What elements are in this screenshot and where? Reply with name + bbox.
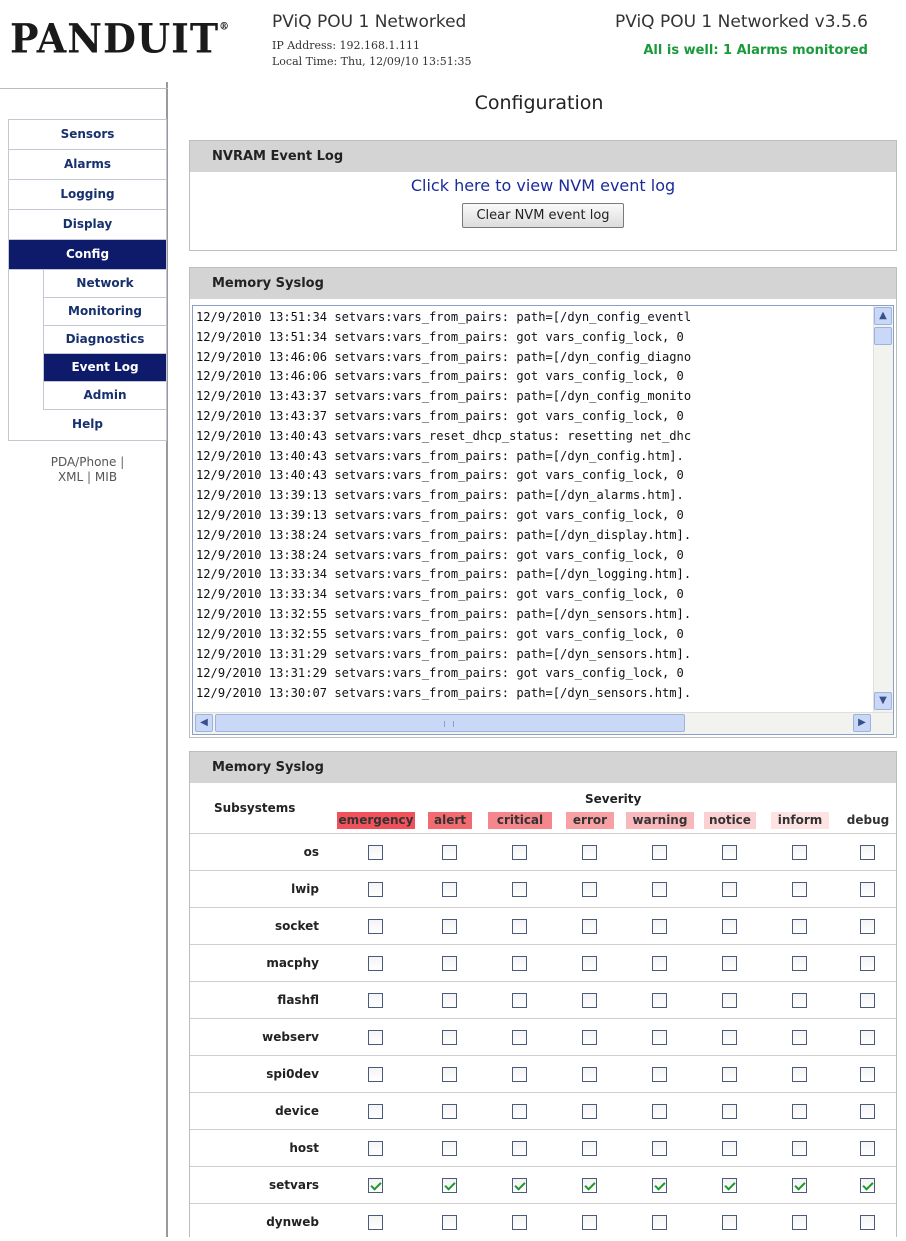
severity-checkbox-alert[interactable] xyxy=(442,993,457,1008)
subsystem-row xyxy=(190,1203,896,1240)
syslog-line: 12/9/2010 13:31:29 setvars:vars_from_pairs: got vars_config_lock, 0 xyxy=(196,666,684,681)
subsystem-row xyxy=(190,833,896,870)
syslog-line: 12/9/2010 13:38:24 setvars:vars_from_pairs: got vars_config_lock, 0 xyxy=(196,547,684,562)
severity-error: error xyxy=(566,812,614,829)
syslog-line: 12/9/2010 13:32:55 setvars:vars_from_pairs: path=[/dyn_sensors.htm]. xyxy=(196,606,692,621)
severity-checkbox-debug[interactable] xyxy=(860,919,875,934)
severity-checkbox-inform[interactable] xyxy=(792,1067,807,1082)
scroll-down-icon[interactable]: ▼ xyxy=(874,692,892,710)
syslog-line: 12/9/2010 13:32:55 setvars:vars_from_pairs: got vars_config_lock, 0 xyxy=(196,626,684,641)
horizontal-scrollbar[interactable] xyxy=(193,712,894,734)
nav-diagnostics[interactable]: Diagnostics xyxy=(43,326,166,354)
subsystem-name: webserv xyxy=(262,1030,319,1044)
severity-checkbox-inform[interactable] xyxy=(792,882,807,897)
severity-emergency: emergency xyxy=(338,813,414,827)
severity-checkbox-error[interactable] xyxy=(582,1067,597,1082)
alarm-status[interactable]: All is well: 1 Alarms monitored xyxy=(643,43,868,58)
syslog-line: 12/9/2010 13:51:34 setvars:vars_from_pairs: path=[/dyn_config_eventl xyxy=(196,310,692,324)
severity-checkbox-notice[interactable] xyxy=(722,919,737,934)
severity-checkbox-emergency[interactable] xyxy=(368,1067,383,1082)
severity-checkbox-warning[interactable] xyxy=(652,1141,667,1156)
memory-syslog-panel xyxy=(189,267,897,738)
subsystem-name: setvars xyxy=(269,1178,319,1192)
panduit-logo[interactable]: PANDUIT® xyxy=(10,14,231,63)
ip-address: IP Address: 192.168.1.111 xyxy=(272,39,421,52)
subsystem-row xyxy=(190,1092,896,1129)
severity-checkbox-debug[interactable] xyxy=(860,1104,875,1119)
severity-checkbox-critical[interactable] xyxy=(512,882,527,897)
severity-checkbox-alert[interactable] xyxy=(442,1104,457,1119)
severity-column-header: Severity xyxy=(585,792,642,806)
severity-checkbox-warning[interactable] xyxy=(652,882,667,897)
horizontal-scroll-thumb[interactable] xyxy=(215,714,685,732)
syslog-line: 12/9/2010 13:46:06 setvars:vars_from_pairs: path=[/dyn_config_diagno xyxy=(196,349,692,364)
device-name: PViQ POU 1 Networked xyxy=(272,12,467,32)
severity-checkbox-warning[interactable] xyxy=(652,1215,667,1230)
syslog-line: 12/9/2010 13:33:34 setvars:vars_from_pairs: got vars_config_lock, 0 xyxy=(196,587,684,602)
scroll-up-icon[interactable]: ▲ xyxy=(874,307,892,325)
severity-checkbox-emergency[interactable] xyxy=(368,1215,383,1230)
sidebar-divider xyxy=(0,88,168,89)
severity-checkbox-error[interactable] xyxy=(582,1104,597,1119)
link-separator: | xyxy=(87,470,92,484)
severity-checkbox-alert[interactable] xyxy=(442,919,457,934)
severity-checkbox-alert[interactable] xyxy=(442,1067,457,1082)
severity-checkbox-inform[interactable] xyxy=(792,993,807,1008)
severity-checkbox-notice[interactable] xyxy=(722,956,737,971)
severity-checkbox-error[interactable] xyxy=(582,1178,597,1193)
syslog-line: 12/9/2010 13:51:34 setvars:vars_from_pairs: got vars_config_lock, 0 xyxy=(196,329,684,344)
panel-heading: NVRAM Event Log xyxy=(190,141,896,172)
severity-checkbox-debug[interactable] xyxy=(860,993,875,1008)
subsystem-row xyxy=(190,907,896,944)
nav-admin[interactable]: Admin xyxy=(43,382,166,410)
syslog-textarea[interactable] xyxy=(192,305,894,735)
severity-inform: inform xyxy=(771,812,829,829)
nvram-event-log-panel xyxy=(189,140,897,251)
severity-checkbox-error[interactable] xyxy=(582,1030,597,1045)
syslog-line: 12/9/2010 13:31:29 setvars:vars_from_pairs: path=[/dyn_sensors.htm]. xyxy=(196,646,692,661)
clear-nvm-event-log-button[interactable]: Clear NVM event log xyxy=(462,203,624,228)
subsystem-row xyxy=(190,1018,896,1055)
pda-phone-link[interactable]: PDA/Phone xyxy=(50,455,117,469)
severity-checkbox-inform[interactable] xyxy=(792,1215,807,1230)
severity-checkbox-inform[interactable] xyxy=(792,956,807,971)
severity-critical: critical xyxy=(488,812,552,829)
subsystem-row xyxy=(190,981,896,1018)
panel-heading: Memory Syslog xyxy=(190,268,896,299)
severity-checkbox-inform[interactable] xyxy=(792,1141,807,1156)
severity-checkbox-inform[interactable] xyxy=(792,1104,807,1119)
syslog-severity-panel xyxy=(189,751,897,1237)
severity-checkbox-notice[interactable] xyxy=(722,993,737,1008)
severity-checkbox-emergency[interactable] xyxy=(368,882,383,897)
vertical-scroll-thumb[interactable] xyxy=(874,327,892,345)
severity-alert: alert xyxy=(428,812,472,829)
nav-display[interactable]: Display xyxy=(9,210,166,240)
severity-debug: debug xyxy=(842,812,894,829)
severity-checkbox-notice[interactable] xyxy=(722,1104,737,1119)
severity-checkbox-emergency[interactable] xyxy=(368,845,383,860)
grip-icon xyxy=(444,721,454,727)
subsystem-name: host xyxy=(289,1141,319,1155)
severity-checkbox-warning[interactable] xyxy=(652,919,667,934)
syslog-line: 12/9/2010 13:46:06 setvars:vars_from_pairs: got vars_config_lock, 0 xyxy=(196,369,684,384)
nav-config[interactable]: Config xyxy=(9,240,166,270)
vertical-scrollbar[interactable] xyxy=(873,306,893,712)
severity-checkbox-critical[interactable] xyxy=(512,1067,527,1082)
view-nvm-event-log-link[interactable]: Click here to view NVM event log xyxy=(410,176,676,195)
severity-checkbox-warning[interactable] xyxy=(652,956,667,971)
nav-event-log[interactable]: Event Log xyxy=(43,354,166,382)
subsystem-name: lwip xyxy=(291,882,319,896)
severity-checkbox-error[interactable] xyxy=(582,993,597,1008)
syslog-line: 12/9/2010 13:40:43 setvars:vars_reset_dhcp_status: resetting net_dhc xyxy=(196,428,692,443)
nav-help[interactable]: Help xyxy=(72,417,103,431)
panel-heading: Memory Syslog xyxy=(190,752,896,783)
alt-views xyxy=(8,455,167,485)
severity-checkbox-inform[interactable] xyxy=(792,845,807,860)
mib-link[interactable]: MIB xyxy=(94,470,118,484)
syslog-line: 12/9/2010 13:39:13 setvars:vars_from_pairs: got vars_config_lock, 0 xyxy=(196,507,684,522)
sidebar-nav xyxy=(8,119,167,441)
severity-checkbox-error[interactable] xyxy=(582,845,597,860)
severity-checkbox-debug[interactable] xyxy=(860,1067,875,1082)
severity-checkbox-notice[interactable] xyxy=(722,1215,737,1230)
subsystem-row xyxy=(190,1166,896,1203)
link-separator: | xyxy=(120,455,125,469)
severity-checkbox-emergency[interactable] xyxy=(368,1178,383,1193)
severity-checkbox-alert[interactable] xyxy=(442,1030,457,1045)
severity-checkbox-debug[interactable] xyxy=(860,1178,875,1193)
severity-checkbox-inform[interactable] xyxy=(792,1030,807,1045)
syslog-line: 12/9/2010 13:43:37 setvars:vars_from_pairs: got vars_config_lock, 0 xyxy=(196,408,684,423)
severity-checkbox-critical[interactable] xyxy=(512,1104,527,1119)
page-title: Configuration xyxy=(474,92,604,114)
severity-checkbox-debug[interactable] xyxy=(860,882,875,897)
severity-checkbox-emergency[interactable] xyxy=(368,993,383,1008)
severity-checkbox-warning[interactable] xyxy=(652,1104,667,1119)
severity-checkbox-notice[interactable] xyxy=(722,882,737,897)
severity-checkbox-critical[interactable] xyxy=(512,956,527,971)
severity-checkbox-debug[interactable] xyxy=(860,845,875,860)
severity-checkbox-alert[interactable] xyxy=(442,956,457,971)
severity-checkbox-debug[interactable] xyxy=(860,1141,875,1156)
local-time: Local Time: Thu, 12/09/10 13:51:35 xyxy=(272,55,472,68)
severity-checkbox-alert[interactable] xyxy=(442,882,457,897)
severity-checkbox-error[interactable] xyxy=(582,919,597,934)
severity-checkbox-notice[interactable] xyxy=(722,1067,737,1082)
severity-checkbox-warning[interactable] xyxy=(652,1067,667,1082)
severity-table xyxy=(190,783,896,1240)
header xyxy=(0,0,906,82)
severity-checkbox-error[interactable] xyxy=(582,1215,597,1230)
subsystem-name: socket xyxy=(274,919,319,933)
severity-checkbox-error[interactable] xyxy=(582,882,597,897)
severity-warning: warning xyxy=(626,812,694,829)
severity-checkbox-error[interactable] xyxy=(582,956,597,971)
syslog-line: 12/9/2010 13:30:07 setvars:vars_from_pairs: path=[/dyn_sensors.htm]. xyxy=(196,686,692,701)
severity-checkbox-debug[interactable] xyxy=(860,1215,875,1230)
syslog-lines xyxy=(196,308,872,708)
severity-checkbox-debug[interactable] xyxy=(860,956,875,971)
scroll-left-icon[interactable]: ◀ xyxy=(195,714,213,732)
syslog-line: 12/9/2010 13:43:37 setvars:vars_from_pairs: path=[/dyn_config_monito xyxy=(196,389,692,404)
severity-checkbox-critical[interactable] xyxy=(512,1215,527,1230)
sidebar xyxy=(0,82,168,1237)
subsystem-row xyxy=(190,1129,896,1166)
nav-sensors[interactable]: Sensors xyxy=(9,120,166,150)
syslog-line: 12/9/2010 13:40:43 setvars:vars_from_pairs: got vars_config_lock, 0 xyxy=(196,468,684,483)
subsystem-name: dynweb xyxy=(266,1215,319,1229)
severity-checkbox-critical[interactable] xyxy=(512,845,527,860)
severity-checkbox-notice[interactable] xyxy=(722,845,737,860)
subsystem-name: os xyxy=(303,845,319,859)
xml-link[interactable]: XML xyxy=(57,470,84,484)
severity-notice: notice xyxy=(704,812,756,829)
severity-checkbox-alert[interactable] xyxy=(442,1178,457,1193)
severity-checkbox-critical[interactable] xyxy=(512,993,527,1008)
severity-rows xyxy=(190,833,896,1240)
severity-checkbox-alert[interactable] xyxy=(442,1215,457,1230)
severity-checkbox-emergency[interactable] xyxy=(368,1104,383,1119)
severity-checkbox-emergency[interactable] xyxy=(368,1030,383,1045)
syslog-line: 12/9/2010 13:39:13 setvars:vars_from_pairs: path=[/dyn_alarms.htm]. xyxy=(196,488,684,503)
severity-checkbox-debug[interactable] xyxy=(860,1030,875,1045)
severity-checkbox-emergency[interactable] xyxy=(368,919,383,934)
severity-checkbox-warning[interactable] xyxy=(652,993,667,1008)
subsystem-name: spi0dev xyxy=(266,1067,319,1081)
severity-checkbox-inform[interactable] xyxy=(792,919,807,934)
severity-table-header xyxy=(190,783,896,833)
subsystem-name: flashfl xyxy=(277,993,319,1007)
severity-checkbox-notice[interactable] xyxy=(722,1030,737,1045)
scroll-right-icon[interactable]: ▶ xyxy=(853,714,871,732)
nav-network[interactable]: Network xyxy=(43,270,166,298)
subsystem-row xyxy=(190,870,896,907)
subsystems-column-header: Subsystems xyxy=(214,801,296,815)
syslog-line: 12/9/2010 13:33:34 setvars:vars_from_pairs: path=[/dyn_logging.htm]. xyxy=(196,567,692,582)
severity-checkbox-warning[interactable] xyxy=(652,1030,667,1045)
subsystem-row xyxy=(190,1055,896,1092)
nav-alarms[interactable]: Alarms xyxy=(9,150,166,180)
severity-checkbox-inform[interactable] xyxy=(792,1178,807,1193)
nav-logging[interactable]: Logging xyxy=(9,180,166,210)
severity-checkbox-critical[interactable] xyxy=(512,919,527,934)
subsystem-name: device xyxy=(275,1104,319,1118)
severity-checkbox-emergency[interactable] xyxy=(368,1141,383,1156)
severity-checkbox-critical[interactable] xyxy=(512,1030,527,1045)
severity-checkbox-notice[interactable] xyxy=(722,1141,737,1156)
severity-checkbox-alert[interactable] xyxy=(442,845,457,860)
severity-checkbox-error[interactable] xyxy=(582,1141,597,1156)
syslog-line: 12/9/2010 13:38:24 setvars:vars_from_pairs: path=[/dyn_display.htm]. xyxy=(196,527,692,542)
severity-checkbox-alert[interactable] xyxy=(442,1141,457,1156)
severity-checkbox-notice[interactable] xyxy=(722,1178,737,1193)
subsystem-row xyxy=(190,944,896,981)
device-version: PViQ POU 1 Networked v3.5.6 xyxy=(614,12,868,32)
severity-checkbox-warning[interactable] xyxy=(652,845,667,860)
severity-checkbox-critical[interactable] xyxy=(512,1141,527,1156)
nav-monitoring[interactable]: Monitoring xyxy=(43,298,166,326)
severity-checkbox-emergency[interactable] xyxy=(368,956,383,971)
severity-checkbox-warning[interactable] xyxy=(652,1178,667,1193)
syslog-line: 12/9/2010 13:40:43 setvars:vars_from_pairs: path=[/dyn_config.htm]. xyxy=(196,448,684,463)
severity-checkbox-critical[interactable] xyxy=(512,1178,527,1193)
subsystem-name: macphy xyxy=(266,956,319,970)
